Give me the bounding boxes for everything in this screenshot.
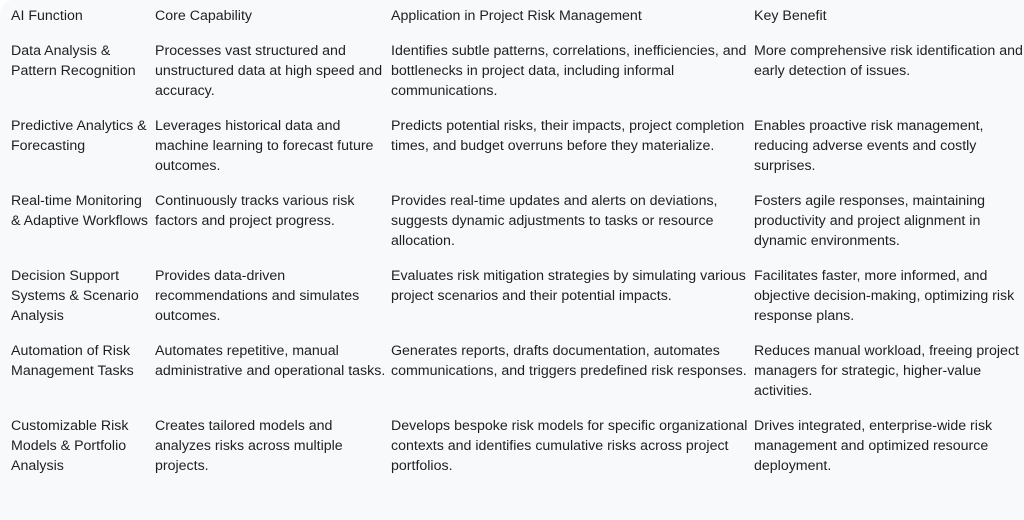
cell-ai-function: Decision Support Systems & Scenario Analysis xyxy=(11,268,139,324)
cell-application: Generates reports, drafts documentation, automates communications, and triggers predefined risk responses. xyxy=(391,343,747,379)
header-core-capability: Core Capability xyxy=(155,8,252,24)
cell-ai-function: Customizable Risk Models & Portfolio Analysis xyxy=(11,418,129,474)
cell-ai-function: Data Analysis & Pattern Recognition xyxy=(11,43,136,79)
header-key-benefit: Key Benefit xyxy=(754,8,827,24)
cell-key-benefit: More comprehensive risk identification and early detection of issues. xyxy=(754,43,1023,79)
ai-risk-management-table xyxy=(0,6,1024,491)
cell-core-capability: Automates repetitive, manual administrative and operational tasks. xyxy=(155,343,386,379)
cell-key-benefit: Enables proactive risk management, reducing adverse events and costly surprises. xyxy=(754,118,984,174)
cell-ai-function: Predictive Analytics & Forecasting xyxy=(11,118,147,154)
table-row xyxy=(0,41,1024,116)
table-row xyxy=(0,416,1024,491)
cell-application: Identifies subtle patterns, correlations, inefficiencies, and bottlenecks in project data, including informal communications. xyxy=(391,43,747,99)
header-ai-function: AI Function xyxy=(11,8,83,24)
table-row xyxy=(0,116,1024,191)
cell-core-capability: Processes vast structured and unstructured data at high speed and accuracy. xyxy=(155,43,383,99)
cell-ai-function: Automation of Risk Management Tasks xyxy=(11,343,134,379)
cell-application: Provides real-time updates and alerts on deviations, suggests dynamic adjustments to tasks or resource allocation. xyxy=(391,193,718,249)
cell-core-capability: Leverages historical data and machine learning to forecast future outcomes. xyxy=(155,118,374,174)
cell-key-benefit: Facilitates faster, more informed, and objective decision-making, optimizing risk response plans. xyxy=(754,268,1015,324)
table-row xyxy=(0,266,1024,341)
table-row xyxy=(0,191,1024,266)
cell-key-benefit: Fosters agile responses, maintaining productivity and project alignment in dynamic environments. xyxy=(754,193,986,249)
table-row xyxy=(0,341,1024,416)
cell-core-capability: Provides data-driven recommendations and simulates outcomes. xyxy=(155,268,360,324)
cell-key-benefit: Drives integrated, enterprise-wide risk management and optimized resource deployment. xyxy=(754,418,993,474)
cell-key-benefit: Reduces manual workload, freeing project managers for strategic, higher-value activities. xyxy=(754,343,1019,399)
cell-core-capability: Creates tailored models and analyzes risks across multiple projects. xyxy=(155,418,343,474)
header-row xyxy=(0,6,1024,41)
cell-application: Develops bespoke risk models for specific organizational contexts and identifies cumulative risks across project portfolios. xyxy=(391,418,748,474)
cell-ai-function: Real-time Monitoring & Adaptive Workflows xyxy=(11,193,148,229)
cell-application: Predicts potential risks, their impacts, project completion times, and budget overruns before they materialize. xyxy=(391,118,745,154)
cell-application: Evaluates risk mitigation strategies by simulating various project scenarios and their potential impacts. xyxy=(391,268,746,304)
header-application: Application in Project Risk Management xyxy=(391,8,642,24)
cell-core-capability: Continuously tracks various risk factors and project progress. xyxy=(155,193,355,229)
